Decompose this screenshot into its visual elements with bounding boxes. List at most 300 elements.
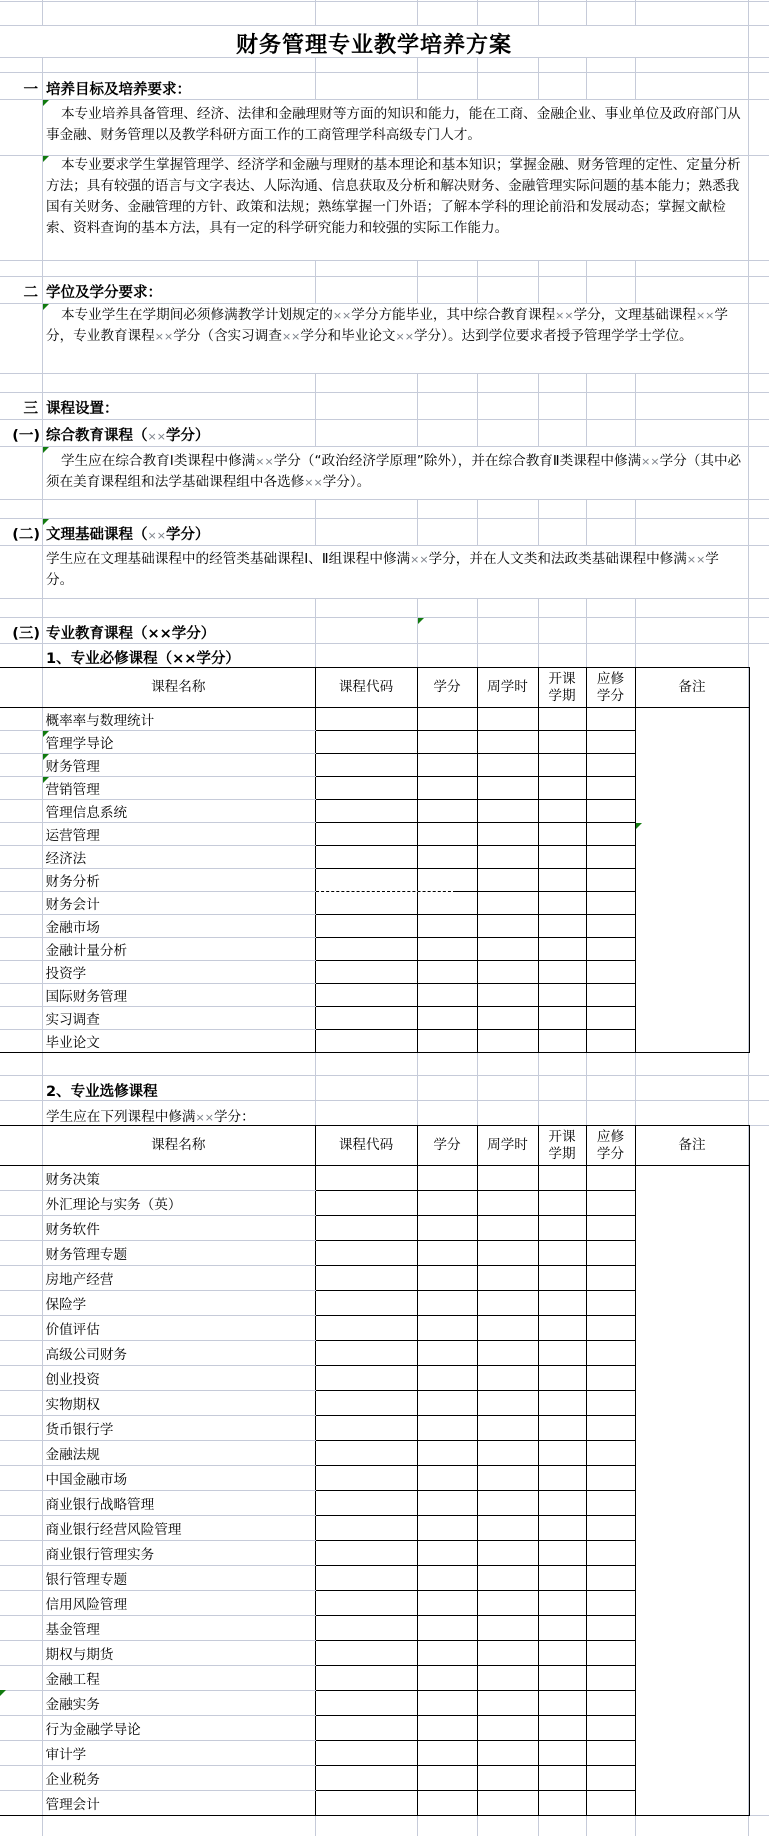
required-credits-cell[interactable] [586, 1241, 635, 1266]
header-course-name: 课程名称 [42, 668, 315, 708]
course-name-cell[interactable]: 外汇理论与实务（英） [42, 1191, 315, 1216]
course-code-cell[interactable] [315, 1791, 417, 1816]
credits-cell[interactable] [417, 1466, 477, 1491]
course-name-cell[interactable]: 行为金融学导论 [42, 1716, 315, 1741]
row-spacer [0, 1216, 42, 1241]
credits-cell[interactable] [417, 915, 477, 938]
weekly-hours-cell[interactable] [477, 915, 538, 938]
weekly-hours-cell[interactable] [477, 1666, 538, 1691]
credits-cell[interactable] [417, 1316, 477, 1341]
credits-cell[interactable] [417, 708, 477, 731]
gridline-horizontal [0, 419, 769, 420]
course-code-cell[interactable] [315, 1291, 417, 1316]
term-cell[interactable] [538, 823, 586, 846]
header-required-credits: 应修 学分 [586, 668, 635, 708]
course-name-cell[interactable]: 货币银行学 [42, 1416, 315, 1441]
course-code-cell[interactable] [315, 1766, 417, 1791]
row-spacer [0, 1166, 42, 1191]
weekly-hours-cell[interactable] [477, 777, 538, 800]
gridline-horizontal [0, 643, 769, 644]
required-credits-cell[interactable] [586, 1616, 635, 1641]
course-code-cell[interactable] [315, 1030, 417, 1053]
course-name-cell[interactable]: 概率率与数理统计 [42, 708, 315, 731]
text-fragment: 学分）。 [322, 474, 371, 490]
credits-cell[interactable] [417, 846, 477, 869]
weekly-hours-cell[interactable] [477, 1716, 538, 1741]
course-code-cell[interactable] [315, 1216, 417, 1241]
header-course-code: 课程代码 [315, 1126, 417, 1166]
row-spacer [0, 846, 42, 869]
course-name-cell[interactable]: 价值评估 [42, 1316, 315, 1341]
course-name-cell[interactable]: 金融计量分析 [42, 938, 315, 961]
required-credits-cell[interactable] [586, 1416, 635, 1441]
weekly-hours-cell[interactable] [477, 1416, 538, 1441]
credits-cell[interactable] [417, 984, 477, 1007]
weekly-hours-cell[interactable] [477, 1266, 538, 1291]
term-cell[interactable] [538, 1366, 586, 1391]
required-credits-cell[interactable] [586, 961, 635, 984]
course-code-cell[interactable] [315, 1566, 417, 1591]
course-code-cell[interactable] [315, 1591, 417, 1616]
required-credits-cell[interactable] [586, 1366, 635, 1391]
term-cell[interactable] [538, 892, 586, 915]
course-name-cell[interactable]: 财务软件 [42, 1216, 315, 1241]
term-cell[interactable] [538, 754, 586, 777]
term-cell[interactable] [538, 1616, 586, 1641]
credits-cell[interactable] [417, 1441, 477, 1466]
gridline-horizontal [0, 276, 769, 277]
credits-cell[interactable] [417, 1691, 477, 1716]
course-name-cell[interactable]: 营销管理 [42, 777, 315, 800]
required-credits-cell[interactable] [586, 915, 635, 938]
term-cell[interactable] [538, 1516, 586, 1541]
credits-cell[interactable] [417, 1291, 477, 1316]
course-code-cell[interactable] [315, 1666, 417, 1691]
weekly-hours-cell[interactable] [477, 1166, 538, 1191]
required-credits-cell[interactable] [586, 731, 635, 754]
course-name-cell[interactable]: 财务决策 [42, 1166, 315, 1191]
weekly-hours-cell[interactable] [477, 1541, 538, 1566]
required-credits-cell[interactable] [586, 754, 635, 777]
weekly-hours-cell[interactable] [477, 1316, 538, 1341]
course-name-cell[interactable]: 金融法规 [42, 1441, 315, 1466]
course-name-cell[interactable]: 财务分析 [42, 869, 315, 892]
credits-cell[interactable] [417, 1366, 477, 1391]
credits-cell[interactable] [417, 1216, 477, 1241]
course-name-cell[interactable]: 金融实务 [42, 1691, 315, 1716]
course-code-cell[interactable] [315, 1541, 417, 1566]
term-cell[interactable] [538, 938, 586, 961]
weekly-hours-cell[interactable] [477, 1616, 538, 1641]
subsection-1-heading: 综合教育课程（××学分） [46, 428, 210, 444]
term-cell[interactable] [538, 1166, 586, 1191]
course-name-cell[interactable]: 运营管理 [42, 823, 315, 846]
course-name-cell[interactable]: 毕业论文 [42, 1030, 315, 1053]
course-code-cell[interactable] [315, 1266, 417, 1291]
gridline-horizontal [0, 72, 769, 73]
row-spacer [0, 1366, 42, 1391]
credits-cell[interactable] [417, 1716, 477, 1741]
course-name-cell[interactable]: 金融市场 [42, 915, 315, 938]
required-credits-cell[interactable] [586, 777, 635, 800]
term-cell[interactable] [538, 1341, 586, 1366]
required-credits-cell[interactable] [586, 1441, 635, 1466]
credits-cell[interactable] [417, 823, 477, 846]
term-cell[interactable] [538, 1566, 586, 1591]
placeholder-credits: ×× [154, 330, 174, 343]
credits-cell[interactable] [417, 938, 477, 961]
weekly-hours-cell[interactable] [477, 1007, 538, 1030]
weekly-hours-cell[interactable] [477, 1466, 538, 1491]
course-code-cell[interactable] [315, 1491, 417, 1516]
subsection-1-para [46, 451, 742, 493]
course-code-cell[interactable] [315, 800, 417, 823]
required-credits-cell[interactable] [586, 1766, 635, 1791]
required-credits-cell[interactable] [586, 938, 635, 961]
credits-cell[interactable] [417, 800, 477, 823]
required-credits-cell[interactable] [586, 1591, 635, 1616]
course-code-cell[interactable] [315, 754, 417, 777]
weekly-hours-cell[interactable] [477, 1791, 538, 1816]
term-cell[interactable] [538, 1666, 586, 1691]
course-code-cell[interactable] [315, 938, 417, 961]
weekly-hours-cell[interactable] [477, 731, 538, 754]
required-credits-cell[interactable] [586, 1516, 635, 1541]
term-cell[interactable] [538, 984, 586, 1007]
course-name-cell[interactable]: 审计学 [42, 1741, 315, 1766]
credits-cell[interactable] [417, 1741, 477, 1766]
course-name-cell[interactable]: 财务管理专题 [42, 1241, 315, 1266]
term-cell[interactable] [538, 800, 586, 823]
credits-cell[interactable] [417, 1516, 477, 1541]
term-cell[interactable] [538, 1591, 586, 1616]
course-code-cell[interactable] [315, 1416, 417, 1441]
course-code-cell[interactable] [315, 1241, 417, 1266]
text-fragment: 学分，文理基础课程 [573, 307, 696, 323]
comment-marker-icon[interactable] [43, 777, 49, 783]
course-name-cell[interactable]: 管理学导论 [42, 731, 315, 754]
header-credits: 学分 [417, 668, 477, 708]
row-spacer [0, 869, 42, 892]
course-name-cell[interactable]: 管理会计 [42, 1791, 315, 1816]
subsection-3-number: (三) [12, 626, 40, 642]
comment-marker-icon[interactable] [43, 304, 49, 310]
weekly-hours-cell[interactable] [477, 984, 538, 1007]
weekly-hours-cell[interactable] [477, 1591, 538, 1616]
required-credits-cell[interactable] [586, 1291, 635, 1316]
term-cell[interactable] [538, 1491, 586, 1516]
weekly-hours-cell[interactable] [477, 846, 538, 869]
row-spacer [0, 823, 42, 846]
weekly-hours-cell[interactable] [477, 1291, 538, 1316]
required-credits-cell[interactable] [586, 1007, 635, 1030]
row-spacer [0, 1007, 42, 1030]
course-name-cell[interactable]: 金融工程 [42, 1666, 315, 1691]
course-code-cell[interactable] [315, 1466, 417, 1491]
credits-cell[interactable] [417, 1591, 477, 1616]
term-cell[interactable] [538, 1466, 586, 1491]
course-code-cell[interactable] [315, 1616, 417, 1641]
weekly-hours-cell[interactable] [477, 1741, 538, 1766]
table-header-row [0, 1126, 749, 1166]
weekly-hours-cell[interactable] [477, 1191, 538, 1216]
course-code-cell[interactable] [315, 1341, 417, 1366]
required-credits-cell[interactable] [586, 846, 635, 869]
required-credits-cell[interactable] [586, 1391, 635, 1416]
weekly-hours-cell[interactable] [477, 1366, 538, 1391]
credits-cell[interactable] [417, 869, 477, 892]
required-credits-cell[interactable] [586, 1491, 635, 1516]
course-code-cell[interactable] [315, 1316, 417, 1341]
course-name-cell[interactable]: 高级公司财务 [42, 1341, 315, 1366]
course-name-cell[interactable]: 商业银行管理实务 [42, 1541, 315, 1566]
text-fragment: 学分）。达到学位要求者授予管理学学士学位。 [413, 328, 693, 344]
course-name-cell[interactable]: 财务会计 [42, 892, 315, 915]
course-name-cell[interactable]: 投资学 [42, 961, 315, 984]
remarks-cell[interactable] [635, 1166, 749, 1816]
weekly-hours-cell[interactable] [477, 823, 538, 846]
required-courses-heading: 1、专业必修课程（××学分） [46, 651, 240, 667]
credits-cell[interactable] [417, 1007, 477, 1030]
credits-cell[interactable] [417, 1241, 477, 1266]
term-cell[interactable] [538, 1541, 586, 1566]
row-spacer [0, 1466, 42, 1491]
required-credits-cell[interactable] [586, 1741, 635, 1766]
row-spacer [0, 1541, 42, 1566]
required-credits-cell[interactable] [586, 1316, 635, 1341]
credits-cell[interactable] [417, 892, 477, 915]
course-code-cell[interactable] [315, 1516, 417, 1541]
term-cell[interactable] [538, 777, 586, 800]
credits-cell[interactable] [417, 1191, 477, 1216]
comment-marker-icon[interactable] [418, 618, 424, 624]
course-name-cell[interactable]: 财务管理 [42, 754, 315, 777]
course-name-cell[interactable]: 经济法 [42, 846, 315, 869]
required-credits-cell[interactable] [586, 1191, 635, 1216]
credits-cell[interactable] [417, 731, 477, 754]
course-code-cell[interactable] [315, 961, 417, 984]
weekly-hours-cell[interactable] [477, 938, 538, 961]
weekly-hours-cell[interactable] [477, 1766, 538, 1791]
course-code-cell[interactable] [315, 892, 417, 915]
term-cell[interactable] [538, 1416, 586, 1441]
course-code-cell[interactable] [315, 823, 417, 846]
weekly-hours-cell[interactable] [477, 961, 538, 984]
weekly-hours-cell[interactable] [477, 1641, 538, 1666]
credits-cell[interactable] [417, 1491, 477, 1516]
course-code-cell[interactable] [315, 1741, 417, 1766]
required-credits-cell[interactable] [586, 1566, 635, 1591]
required-credits-cell[interactable] [586, 1030, 635, 1053]
required-credits-cell[interactable] [586, 1641, 635, 1666]
comment-marker-icon[interactable] [43, 754, 49, 760]
course-code-cell[interactable] [315, 1691, 417, 1716]
course-code-cell[interactable] [315, 1391, 417, 1416]
weekly-hours-cell[interactable] [477, 1241, 538, 1266]
gridline-horizontal [0, 373, 769, 374]
weekly-hours-cell[interactable] [477, 1341, 538, 1366]
course-name-cell[interactable]: 期权与期货 [42, 1641, 315, 1666]
weekly-hours-cell[interactable] [477, 1491, 538, 1516]
credits-cell[interactable] [417, 1616, 477, 1641]
row-spacer [0, 961, 42, 984]
course-name-cell[interactable]: 企业税务 [42, 1766, 315, 1791]
comment-marker-icon[interactable] [43, 156, 49, 162]
weekly-hours-cell[interactable] [477, 1566, 538, 1591]
course-name-cell[interactable]: 实习调查 [42, 1007, 315, 1030]
credits-cell[interactable] [417, 1566, 477, 1591]
term-cell[interactable] [538, 1766, 586, 1791]
row-spacer [0, 984, 42, 1007]
term-cell[interactable] [538, 1266, 586, 1291]
term-cell[interactable] [538, 1191, 586, 1216]
header-term: 开课 学期 [538, 1126, 586, 1166]
required-credits-cell[interactable] [586, 1341, 635, 1366]
course-code-cell[interactable] [315, 1441, 417, 1466]
row-spacer [0, 1741, 42, 1766]
weekly-hours-cell[interactable] [477, 800, 538, 823]
term-cell[interactable] [538, 1291, 586, 1316]
term-cell[interactable] [538, 1716, 586, 1741]
course-name-cell[interactable]: 基金管理 [42, 1616, 315, 1641]
required-credits-cell[interactable] [586, 1166, 635, 1191]
course-code-cell[interactable] [315, 1716, 417, 1741]
required-credits-cell[interactable] [586, 1791, 635, 1816]
weekly-hours-cell[interactable] [477, 1216, 538, 1241]
course-name-cell[interactable]: 银行管理专题 [42, 1566, 315, 1591]
course-code-cell[interactable] [315, 915, 417, 938]
course-code-cell[interactable] [315, 1366, 417, 1391]
course-name-cell[interactable]: 国际财务管理 [42, 984, 315, 1007]
course-name-cell[interactable]: 实物期权 [42, 1391, 315, 1416]
placeholder-credits: ×× [695, 309, 715, 322]
weekly-hours-cell[interactable] [477, 1691, 538, 1716]
comment-marker-icon[interactable] [43, 731, 49, 737]
course-name-cell[interactable]: 中国金融市场 [42, 1466, 315, 1491]
term-cell[interactable] [538, 915, 586, 938]
credits-cell[interactable] [417, 1766, 477, 1791]
required-credits-cell[interactable] [586, 1666, 635, 1691]
row-spacer [0, 1491, 42, 1516]
header-course-code: 课程代码 [315, 668, 417, 708]
comment-marker-icon[interactable] [43, 447, 49, 453]
course-code-cell[interactable] [315, 984, 417, 1007]
credits-cell[interactable] [417, 1341, 477, 1366]
course-name-cell[interactable]: 房地产经营 [42, 1266, 315, 1291]
weekly-hours-cell[interactable] [477, 1441, 538, 1466]
term-cell[interactable] [538, 1441, 586, 1466]
term-cell[interactable] [538, 731, 586, 754]
weekly-hours-cell[interactable] [477, 1030, 538, 1053]
course-code-cell[interactable] [315, 1641, 417, 1666]
course-code-cell[interactable] [315, 1166, 417, 1191]
table-header-row [0, 668, 749, 708]
elective-courses-note: 学生应在下列课程中修满××学分： [46, 1109, 255, 1125]
course-code-cell[interactable] [315, 1191, 417, 1216]
credits-cell[interactable] [417, 1541, 477, 1566]
course-code-cell[interactable] [315, 777, 417, 800]
credits-cell[interactable] [417, 1030, 477, 1053]
term-cell[interactable] [538, 1216, 586, 1241]
text-fragment: 学分，专业教育课程 [46, 307, 728, 344]
credits-cell[interactable] [417, 777, 477, 800]
comment-marker-icon[interactable] [0, 1690, 6, 1696]
weekly-hours-cell[interactable] [477, 708, 538, 731]
course-name-cell[interactable]: 保险学 [42, 1291, 315, 1316]
required-credits-cell[interactable] [586, 1541, 635, 1566]
credits-cell[interactable] [417, 961, 477, 984]
term-cell[interactable] [538, 1030, 586, 1053]
term-cell[interactable] [538, 869, 586, 892]
required-credits-cell[interactable] [586, 869, 635, 892]
course-code-cell[interactable] [315, 869, 417, 892]
term-cell[interactable] [538, 1007, 586, 1030]
section-1-para2: 本专业要求学生掌握管理学、经济学和金融与理财的基本理论和基本知识；掌握金融、财务管理的定性、定量分析方法；具有较强的语言与文字表达、人际沟通、信息获取及分析和解决财务、金融管理实际问题的基本能力；熟悉我国有关财务、金融管理的方针、政策和法规；熟练掌握一门外语；了解本学科的理论前沿和发展动态；掌握文献检索、资料查询的基本方法，具有一定的科学研究能力和较强的实际工作能力。 [46, 157, 741, 236]
required-credits-cell[interactable] [586, 708, 635, 731]
credits-cell[interactable] [417, 1791, 477, 1816]
term-cell[interactable] [538, 846, 586, 869]
credits-cell[interactable] [417, 1416, 477, 1441]
row-spacer [0, 1191, 42, 1216]
required-credits-cell[interactable] [586, 800, 635, 823]
comment-marker-icon[interactable] [43, 519, 49, 525]
required-credits-cell[interactable] [586, 892, 635, 915]
credits-cell[interactable] [417, 1641, 477, 1666]
course-name-cell[interactable]: 商业银行战略管理 [42, 1491, 315, 1516]
term-cell[interactable] [538, 1791, 586, 1816]
credits-cell[interactable] [417, 1391, 477, 1416]
term-cell[interactable] [538, 1391, 586, 1416]
credits-cell[interactable] [417, 1266, 477, 1291]
credits-cell[interactable] [417, 1166, 477, 1191]
credits-cell[interactable] [417, 754, 477, 777]
term-cell[interactable] [538, 1241, 586, 1266]
required-credits-cell[interactable] [586, 1466, 635, 1491]
course-code-cell[interactable] [315, 708, 417, 731]
weekly-hours-cell[interactable] [477, 754, 538, 777]
course-code-cell[interactable] [315, 846, 417, 869]
required-credits-cell[interactable] [586, 823, 635, 846]
row-spacer [0, 1316, 42, 1341]
term-cell[interactable] [538, 1316, 586, 1341]
term-cell[interactable] [538, 708, 586, 731]
header-weekly-hours: 周学时 [477, 1126, 538, 1166]
remarks-cell[interactable] [635, 708, 749, 1053]
course-name-cell[interactable]: 创业投资 [42, 1366, 315, 1391]
required-credits-cell[interactable] [586, 1216, 635, 1241]
term-cell[interactable] [538, 1741, 586, 1766]
weekly-hours-cell[interactable] [477, 869, 538, 892]
weekly-hours-cell[interactable] [477, 1391, 538, 1416]
required-credits-cell[interactable] [586, 984, 635, 1007]
required-credits-cell[interactable] [586, 1266, 635, 1291]
course-code-cell[interactable] [315, 731, 417, 754]
term-cell[interactable] [538, 1691, 586, 1716]
weekly-hours-cell[interactable] [477, 1516, 538, 1541]
term-cell[interactable] [538, 1641, 586, 1666]
required-credits-cell[interactable] [586, 1691, 635, 1716]
term-cell[interactable] [538, 961, 586, 984]
comment-marker-icon[interactable] [636, 823, 642, 829]
credits-cell[interactable] [417, 1666, 477, 1691]
course-name-cell[interactable]: 管理信息系统 [42, 800, 315, 823]
weekly-hours-cell[interactable] [477, 892, 538, 915]
course-name-cell[interactable]: 信用风险管理 [42, 1591, 315, 1616]
course-name-cell[interactable]: 商业银行经营风险管理 [42, 1516, 315, 1541]
course-code-cell[interactable] [315, 1007, 417, 1030]
required-credits-cell[interactable] [586, 1716, 635, 1741]
comment-marker-icon[interactable] [43, 100, 49, 106]
